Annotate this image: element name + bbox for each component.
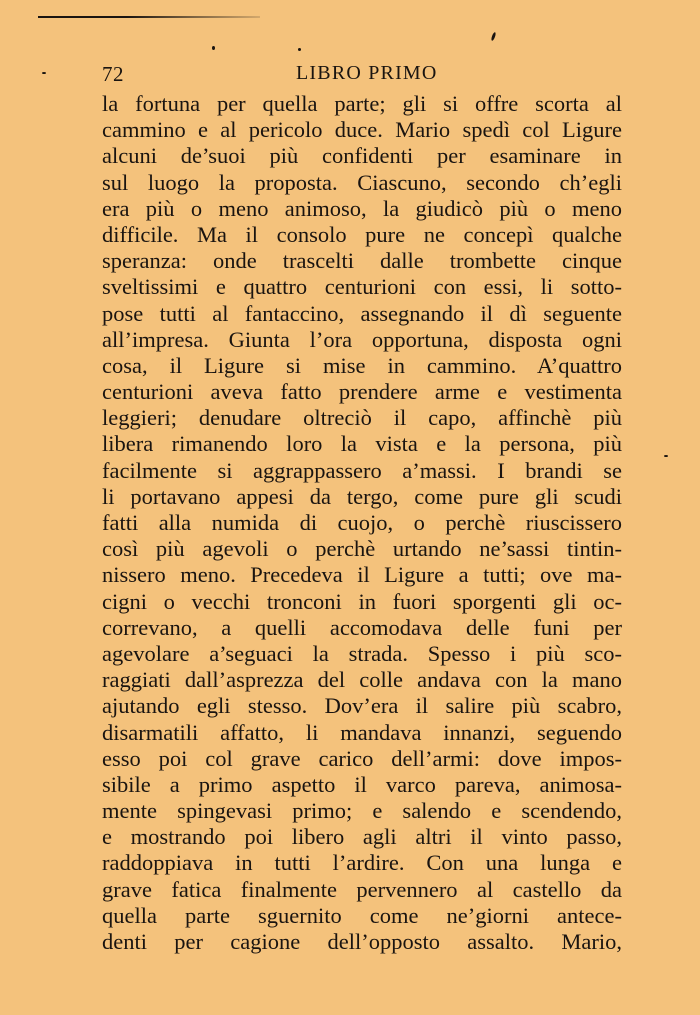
top-rule — [38, 16, 260, 18]
text-line: all’impresa. Giunta l’ora opportuna, disposta ogni — [102, 326, 622, 352]
text-line: fatti alla numida di cuojo, o perchè riuscissero — [102, 510, 622, 535]
ink-speck — [664, 455, 668, 457]
text-line: difficile. Ma il consolo pure ne concepì qualche — [102, 221, 622, 247]
text-line: la fortuna per quella parte; gli si offre scorta al — [102, 91, 622, 116]
text-line: grave fatica finalmente pervennero al castello da — [102, 876, 622, 902]
text-line: era più o meno animoso, la giudicò più o meno — [102, 195, 622, 221]
text-line: correvano, a quelli accomodava delle funi per — [102, 614, 622, 640]
text-line: cammino e al pericolo duce. Mario spedì col Ligure — [102, 117, 622, 143]
text-line: ajutando egli stesso. Dov’era il salire più scabro, — [102, 693, 622, 719]
text-line: cosa, il Ligure si mise in cammino. A’quattro — [102, 352, 622, 378]
text-line: facilmente si aggrappassero a’massi. I brandi se — [102, 457, 622, 483]
text-line: denti per cagione dell’opposto assalto. Mario, — [102, 929, 622, 954]
text-line: li portavano appesi da tergo, come pure gli scudi — [102, 483, 622, 509]
text-line: raggiati dall’asprezza del colle andava con la mano — [102, 667, 622, 693]
text-line: mente spingevasi primo; e salendo e scendendo, — [102, 798, 622, 824]
text-line: sul luogo la proposta. Ciascuno, secondo ch’egli — [102, 169, 622, 195]
page-header — [102, 62, 622, 90]
running-head: LIBRO PRIMO — [296, 62, 438, 84]
text-line: così più agevoli o perchè urtando ne’sassi tintin- — [102, 536, 622, 562]
text-line: centurioni aveva fatto prendere arme e vestimenta — [102, 379, 622, 405]
ink-speck — [212, 46, 215, 50]
text-line: sveltissimi e quattro centurioni con essi, li sotto- — [102, 274, 622, 300]
text-line: libera rimanendo loro la vista e la persona, più — [102, 431, 622, 457]
text-line: speranza: onde trascelti dalle trombette cinque — [102, 248, 622, 274]
text-line: alcuni de’suoi più confidenti per esaminare in — [102, 143, 622, 169]
text-line: quella parte sguernito come ne’giorni antece- — [102, 902, 622, 928]
text-line: nissero meno. Precedeva il Ligure a tutti; ove ma- — [102, 562, 622, 588]
ink-speck — [42, 72, 46, 74]
text-line: cigni o vecchi tronconi in fuori sporgenti gli oc- — [102, 588, 622, 614]
text-line: pose tutti al fantaccino, assegnando il dì seguente — [102, 300, 622, 326]
ink-speck — [298, 48, 301, 51]
text-line: leggieri; denudare oltreciò il capo, affinchè più — [102, 405, 622, 431]
text-line: agevolare a’seguaci la strada. Spesso i più sco- — [102, 640, 622, 666]
text-line: esso poi col grave carico dell’armi: dove impos- — [102, 745, 622, 771]
text-line: sibile a primo aspetto il varco pareva, animosa- — [102, 771, 622, 797]
body-text — [102, 91, 622, 955]
text-line: e mostrando poi libero agli altri il vinto passo, — [102, 824, 622, 850]
text-line: disarmatili affatto, li mandava innanzi, seguendo — [102, 719, 622, 745]
ink-speck — [491, 32, 497, 41]
text-line: raddoppiava in tutti l’ardire. Con una lunga e — [102, 850, 622, 876]
page-number: 72 — [102, 62, 124, 86]
